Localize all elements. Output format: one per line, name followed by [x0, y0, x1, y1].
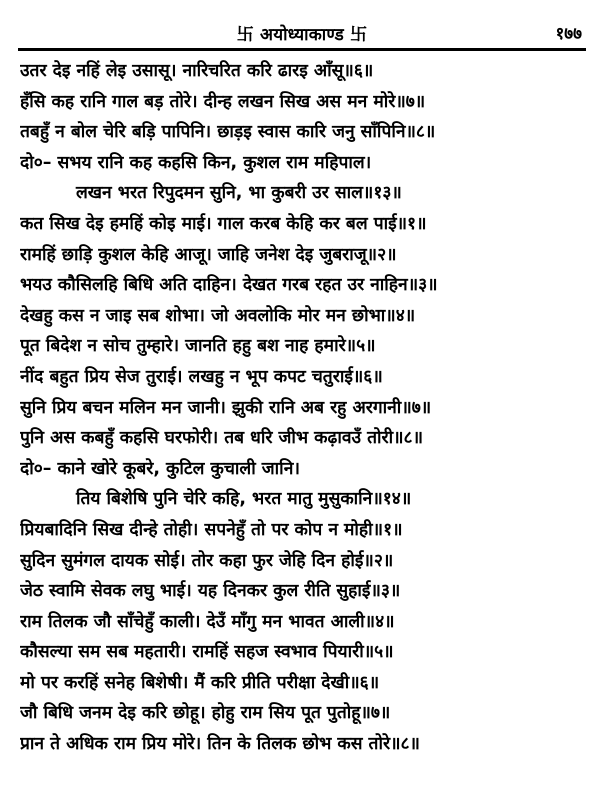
chaupai-line: हँसि कह रानि गाल बड़ तोरे। दीन्ह लखन सिख अस मन मोरे॥७॥: [20, 91, 426, 112]
chaupai-line: पूत बिदेश न सोच तुम्हारे। जानति हहु बश नाह हमारे॥५॥: [20, 336, 376, 357]
header-rule: [18, 48, 586, 51]
chaupai-line: नींद बहुत प्रिय सेज तुराई। लखहु न भूप कपट चतुराई॥६॥: [20, 366, 383, 387]
chaupai-line: प्रान ते अधिक राम प्रिय मोरे। तिन के तिलक छोभ कस तोरे॥८॥: [20, 734, 420, 755]
chaupai-line: उतर देइ नहिं लेइ उसासू। नारिचरित करि ढारइ आँसू॥६॥: [20, 61, 374, 81]
chaupai-line: तबहुँ न बोल चेरि बड़ि पापिनि। छाड़इ स्वास कारि जनु साँपिनि॥८॥: [20, 122, 436, 143]
doha-line: लखन भरत रिपुदमन सुनि, भा कुबरी उर साल॥१३॥: [76, 183, 402, 204]
page-number: १७७: [555, 24, 582, 44]
chaupai-line: भयउ कौसिलहि बिधि अति दाहिन। देखत गरब रहत उर नाहिन॥३॥: [20, 275, 438, 296]
chaupai-line: कौसल्या सम सब महतारी। रामहिं सहज स्वभाव पियारी॥५॥: [20, 642, 394, 663]
doha-line: दो०– सभय रानि कह कहसि किन, कुशल राम महिपाल।: [20, 152, 372, 173]
chaupai-line: मो पर करहिं सनेह बिशेषी। मैं करि प्रीति परीक्षा देखी॥६॥: [20, 672, 380, 693]
chaupai-line: रामहिं छाड़ि कुशल केहि आजू। जाहि जनेश देइ जुबराजू॥२॥: [20, 244, 397, 265]
chaupai-line: पुनि अस कबहुँ कहसि घरफोरी। तब धरि जीभ कढ़ावउँ तोरी॥८॥: [20, 428, 424, 449]
chaupai-line: जौ बिधि जनम देइ करि छोहू। होहु राम सिय पूत पुतोहू॥७॥: [20, 703, 391, 724]
chaupai-line: प्रियबादिनि सिख दीन्हे तोही। सपनेहुँ तो पर कोप न मोही॥१॥: [20, 519, 403, 540]
doha-line: दो०– काने खोरे कूबरे, कुटिल कुचाली जानि।: [20, 458, 300, 479]
chapter-title: 卐 अयोध्याकाण्ड 卐: [236, 25, 368, 45]
chaupai-line: कत सिख देइ हमहिं कोइ माई। गाल करब केहि कर बल पाई॥१॥: [20, 213, 427, 234]
verse-body: [20, 56, 588, 760]
chaupai-line: देखहु कस न जाइ सब शोभा। जो अवलोकि मोर मन छोभा॥४॥: [20, 305, 416, 326]
chaupai-line: जेठ स्वामि सेवक लघु भाई। यह दिनकर कुल रीति सुहाई॥३॥: [20, 581, 401, 602]
chaupai-line: राम तिलक जौ साँचेहुँ काली। देउँ माँगु मन भावत आली॥४॥: [20, 611, 395, 632]
page-header: [18, 8, 586, 44]
chaupai-line: सुदिन सुमंगल दायक सोई। तोर कहा फुर जेहि दिन होई॥२॥: [20, 550, 394, 571]
doha-line: तिय बिशेषि पुनि चेरि कहि, भरत मातु मुसुकानि॥१४॥: [76, 489, 412, 510]
chaupai-line: सुनि प्रिय बचन मलिन मन जानी। झुकी रानि अब रहु अरगानी॥७॥: [20, 397, 432, 418]
